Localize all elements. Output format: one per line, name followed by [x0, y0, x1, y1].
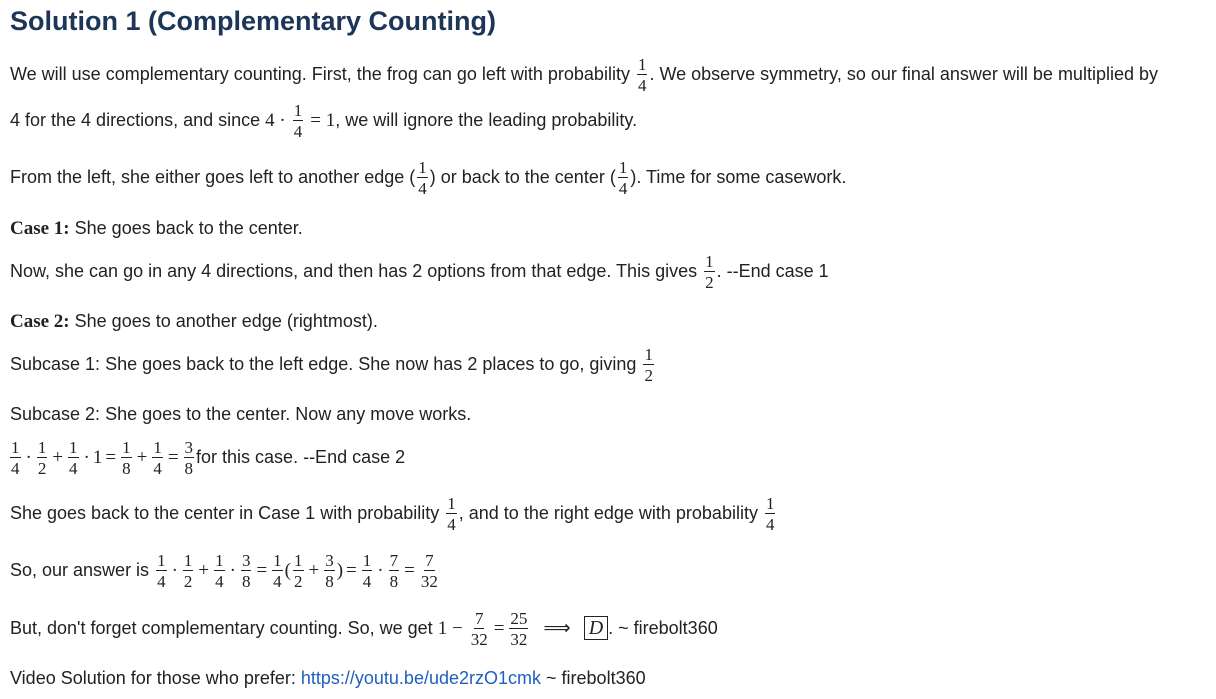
intro-text-b: . We observe symmetry, so our final answer will be multiplied by [649, 63, 1158, 84]
from-left-text-c: ). Time for some casework. [630, 166, 847, 187]
one-minus: 1 − [437, 617, 463, 639]
video-link[interactable]: https://youtu.be/ude2rzO1cmk [300, 668, 542, 688]
paragraph-intro [10, 56, 1158, 94]
equation-case-2-tail: for this case. --End case 2 [196, 446, 406, 467]
fraction-three-eighths: $\frac{3}{8}$ [325, 551, 334, 591]
solution-title: Solution 1 (Complementary Counting) [10, 6, 496, 36]
fraction-one-half: $\frac{1}{2}$ [37, 438, 47, 478]
fraction-one-quarter: $\frac{1}{4}$ [447, 494, 456, 534]
subcase-1-text: Subcase 1: She goes back to the left edge. She now has 2 places to go, giving [10, 353, 637, 374]
fraction-one-quarter: $\frac{1}{4}$ [637, 55, 647, 95]
intro-text-a: We will use complementary counting. First, the frog can go left with probability [10, 63, 630, 84]
fraction-three-eighths: $\frac{3}{8}$ [241, 551, 251, 591]
fraction-one-eighth: $\frac{1}{8}$ [122, 438, 131, 478]
case-1-label: Case 1: [10, 218, 70, 239]
fraction-one-quarter: $\frac{1}{4}$ [362, 551, 372, 591]
symmetry-math-post: = 1 [310, 109, 336, 131]
paragraph-video [10, 669, 646, 687]
fraction-one-quarter: $\frac{1}{4}$ [418, 158, 427, 198]
symmetry-text-b: , we will ignore the leading probability. [335, 109, 638, 130]
subcase-1 [10, 346, 656, 384]
fraction-twentyfive-thirtyseconds: $\frac{25}{32}$ [510, 609, 528, 649]
paragraph-case-1 [10, 253, 829, 291]
fraction-three-eighths: $\frac{3}{8}$ [184, 438, 194, 478]
video-text-b: ~ firebolt360 [546, 668, 646, 688]
paragraph-probabilities [10, 495, 777, 533]
complement-text-a: But, don't forget complementary counting. So, we get [10, 617, 433, 638]
symmetry-math-pre: 4 · [265, 109, 286, 131]
symmetry-text-a: 4 for the 4 directions, and since [10, 109, 261, 130]
paragraph-answer: So, our answer is $\frac{1}{4}$ · $\frac{1}{2}$ + $\frac{1}{4}$ · $\frac{3}{8}$ = $\frac{1}{4}$ ( $\frac{1}{2}$ + $\frac{3}{8}$ ) = $\frac{1}{4}$ · $\frac{7}{8}$ = $\frac{7}{32}$ [10, 551, 438, 591]
probabilities-text-a: She goes back to the center in Case 1 with probability [10, 502, 440, 523]
case-2-label: Case 2: [10, 311, 70, 332]
case-2-text: She goes to another edge (rightmost). [74, 311, 378, 331]
fraction-seven-eighths: $\frac{7}{8}$ [389, 551, 399, 591]
fraction-seven-thirtyseconds: $\frac{7}{32}$ [470, 609, 488, 649]
case-1-text: She goes back to the center. [74, 218, 303, 238]
fraction-one-half: $\frac{1}{2}$ [705, 252, 714, 292]
number-one: 1 [92, 446, 103, 468]
from-left-text-b: ) or back to the center ( [429, 166, 616, 187]
video-text-a: Video Solution for those who prefer: [10, 668, 296, 688]
fraction-one-quarter: $\frac{1}{4}$ [765, 494, 775, 534]
case-1-heading [10, 219, 303, 238]
fraction-seven-thirtyseconds: $\frac{7}{32}$ [420, 551, 438, 591]
paragraph-symmetry [10, 102, 637, 140]
fraction-one-quarter: $\frac{1}{4}$ [293, 101, 303, 141]
fraction-one-quarter: $\frac{1}{4}$ [273, 551, 282, 591]
subcase-2 [10, 405, 471, 423]
fraction-one-half: $\frac{1}{2}$ [183, 551, 193, 591]
answer-box: D [584, 616, 608, 640]
answer-text-a: So, our answer is [10, 559, 150, 580]
from-left-text-a: From the left, she either goes left to another edge ( [10, 166, 416, 187]
equation-case-2: $\frac{1}{4}$ · $\frac{1}{2}$ + $\frac{1}{4}$ · 1 = $\frac{1}{8}$ + $\frac{1}{4}$ = $\frac{3}{8}$ for this case. --End case 2 [11, 438, 406, 478]
case-1-body-a: Now, she can go in any 4 directions, and then has 2 options from that edge. This gives [10, 260, 698, 281]
fraction-one-quarter: $\frac{1}{4}$ [11, 438, 20, 478]
subcase-2-text: Subcase 2: She goes to the center. Now any move works. [10, 404, 472, 424]
fraction-one-quarter: $\frac{1}{4}$ [618, 158, 628, 198]
paragraph-complement: But, don't forget complementary counting. So, we get 1 − $\frac{7}{32}$ = $\frac{25}{32}$ ⟹ D . ~ firebolt360 [10, 609, 718, 649]
implies-arrow-icon: ⟹ [543, 617, 571, 639]
fraction-one-quarter: $\frac{1}{4}$ [69, 438, 78, 478]
fraction-one-quarter: $\frac{1}{4}$ [215, 551, 224, 591]
probabilities-text-b: , and to the right edge with probability [458, 502, 758, 523]
fraction-one-half: $\frac{1}{2}$ [294, 551, 303, 591]
complement-text-b: . ~ firebolt360 [608, 617, 718, 638]
case-1-body-b: . --End case 1 [716, 260, 829, 281]
fraction-one-half: $\frac{1}{2}$ [644, 345, 653, 385]
fraction-one-quarter: $\frac{1}{4}$ [153, 438, 162, 478]
paragraph-from-left [10, 159, 846, 197]
fraction-one-quarter: $\frac{1}{4}$ [157, 551, 166, 591]
case-2-heading [10, 312, 378, 331]
